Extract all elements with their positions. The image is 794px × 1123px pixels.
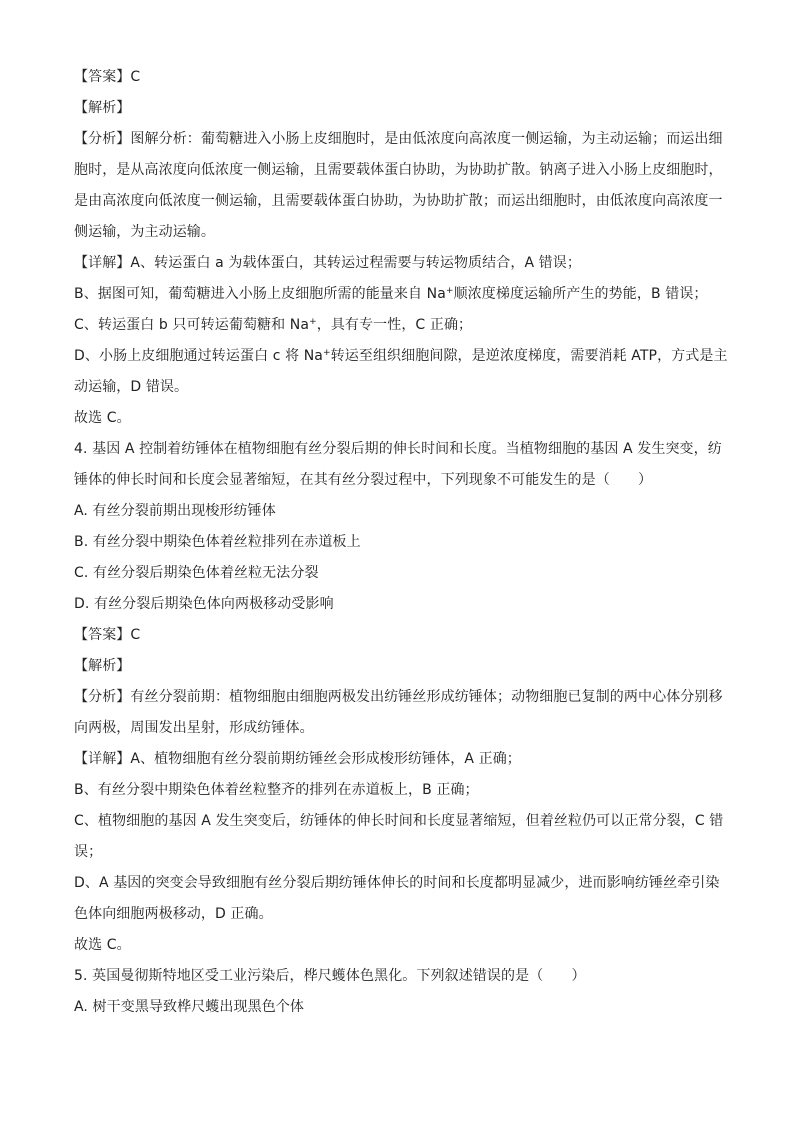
q4-stem-line-1: 4. 基因 A 控制着纺锤体在植物细胞有丝分裂后期的伸长时间和长度。当植物细胞的基因 A 发生突变，纺	[74, 441, 722, 457]
q3-detail-d-text-1: D、小肠上皮细胞通过转运蛋白 c 将 Na	[74, 348, 323, 364]
q4-detail-d-line-1: D、A 基因的突变会导致细胞有丝分裂后期纺锤体伸长的时间和长度都明显减少，进而影响纺锤丝牵引染	[74, 875, 720, 891]
q3-detail-b-text-2: 顺浓度梯度运输所产生的势能，B 错误；	[453, 286, 708, 302]
q3-analysis-line-4: 侧运输，为主动运输。	[74, 224, 215, 240]
q3-detail-d-line-2: 动运输，D 错误。	[74, 379, 189, 395]
q4-detail-d-line-2: 色体向细胞两极移动，D 正确。	[74, 906, 273, 922]
q3-analysis-line-3: 是由高浓度向低浓度一侧运输，且需要载体蛋白协助，为协助扩散；而运出细胞时，由低浓度向高浓度一	[74, 193, 723, 209]
q4-stem-line-2: 锤体的伸长时间和长度会显著缩短，在其有丝分裂过程中，下列现象不可能发生的是（ ）	[74, 472, 653, 488]
q4-option-d: D. 有丝分裂后期染色体向两极移动受影响	[74, 596, 334, 612]
q4-option-a: A. 有丝分裂前期出现梭形纺锤体	[74, 503, 276, 519]
q3-analysis-line-2: 胞时，是从高浓度向低浓度一侧运输，且需要载体蛋白协助，为协助扩散。钠离子进入小肠上皮细胞时，	[74, 162, 723, 178]
q5-option-a: A. 树干变黑导致桦尺蠖出现黑色个体	[74, 999, 305, 1015]
q3-detail-b-superscript: +	[445, 286, 454, 296]
q3-detail-b-text-1: B、据图可知，葡萄糖进入小肠上皮细胞所需的能量来自 Na	[74, 286, 446, 302]
q4-jiexi-heading: 【解析】	[74, 658, 131, 674]
q4-detail-b: B、有丝分裂中期染色体着丝粒整齐的排列在赤道板上，B 正确；	[74, 782, 479, 798]
q3-detail-d-superscript: +	[322, 348, 331, 358]
q4-analysis-line-1: 【分析】有丝分裂前期：植物细胞由细胞两极发出纺锤丝形成纺锤体；动物细胞已复制的两中心体分别移	[74, 689, 723, 705]
q4-answer: 【答案】C	[74, 627, 141, 643]
q3-detail-d	[74, 341, 728, 372]
q4-analysis-line-2: 向两极，周围发出星射，形成纺锤体。	[74, 720, 314, 736]
q4-option-b: B. 有丝分裂中期染色体着丝粒排列在赤道板上	[74, 534, 361, 550]
q3-detail-c-superscript: +	[309, 317, 317, 327]
q3-detail-a: 【详解】A、转运蛋白 a 为载体蛋白，其转运过程需要与转运物质结合，A 错误；	[74, 255, 581, 271]
q4-detail-c-line-2: 误；	[74, 844, 103, 860]
q5-stem: 5. 英国曼彻斯特地区受工业污染后，桦尺蠖体色黑化。下列叙述错误的是（ ）	[74, 968, 586, 984]
q4-detail-a: 【详解】A、植物细胞有丝分裂前期纺锤丝会形成梭形纺锤体，A 正确；	[74, 751, 521, 767]
q4-option-c: C. 有丝分裂后期染色体着丝粒无法分裂	[74, 565, 319, 581]
q3-detail-c	[74, 310, 720, 341]
q3-jiexi-heading: 【解析】	[74, 100, 131, 116]
q3-detail-b	[74, 279, 720, 310]
document-page	[74, 62, 728, 1023]
q3-detail-d-text-2: 转运至组织细胞间隙，是逆浓度梯度，需要消耗 ATP，方式是主	[330, 348, 728, 364]
q3-answer: 【答案】C	[74, 69, 141, 85]
q3-detail-c-text-1: C、转运蛋白 b 只可转运葡萄糖和 Na	[74, 317, 310, 333]
q3-conclusion: 故选 C。	[74, 410, 131, 426]
q4-detail-c-line-1: C、植物细胞的基因 A 发生突变后，纺锤体的伸长时间和长度显著缩短，但着丝粒仍可以正常分裂，C 错	[74, 813, 724, 829]
q3-analysis-line-1: 【分析】图解分析：葡萄糖进入小肠上皮细胞时，是由低浓度向高浓度一侧运输，为主动运输；而运出细	[74, 131, 723, 147]
q4-conclusion: 故选 C。	[74, 937, 131, 953]
q3-detail-c-text-2: ，具有专一性，C 正确；	[316, 317, 473, 333]
